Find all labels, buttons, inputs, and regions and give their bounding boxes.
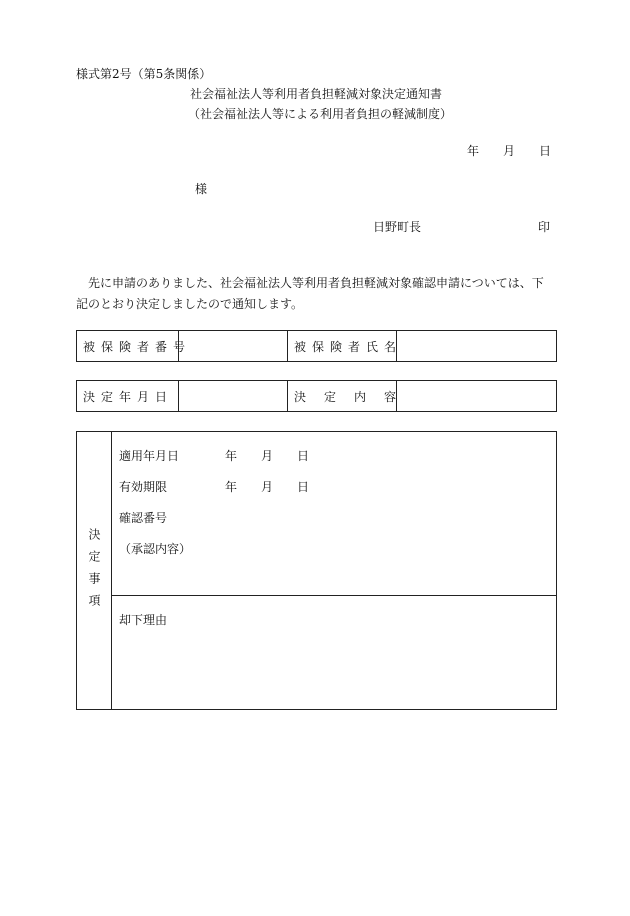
divider	[287, 331, 288, 361]
applied-date-label: 適用年月日	[119, 449, 180, 463]
decision-content-field[interactable]	[398, 381, 556, 411]
date-day-label: 日	[539, 144, 552, 158]
issuer-name: 日野町長	[373, 220, 422, 234]
validity-label: 有効期限	[119, 480, 168, 494]
validity-month: 月	[261, 480, 274, 494]
insured-info-table	[76, 330, 557, 362]
decision-date-label: 決定年月日	[83, 389, 174, 404]
confirmation-number-label: 確認番号	[119, 511, 168, 525]
insured-name-field[interactable]	[398, 331, 556, 361]
insured-number-label: 被保険者番号	[83, 339, 192, 354]
validity-day: 日	[297, 480, 310, 494]
rejection-reason-label: 却下理由	[119, 613, 168, 627]
date-month-label: 月	[503, 144, 516, 158]
document-subtitle: （社会福祉法人等による利用者負担の軽減制度）	[188, 107, 453, 121]
applied-date-month: 月	[261, 449, 274, 463]
decision-items-label: 決定事項	[87, 528, 101, 616]
divider	[178, 381, 179, 411]
approval-content-label: （承認内容）	[119, 542, 192, 556]
decision-content-label: 決定内容	[294, 389, 415, 404]
applied-date-day: 日	[297, 449, 310, 463]
document-title: 社会福祉法人等利用者負担軽減対象決定通知書	[190, 87, 443, 101]
divider	[111, 595, 556, 596]
date-year-label: 年	[467, 144, 480, 158]
insured-name-label: 被保険者氏名	[294, 339, 403, 354]
divider	[111, 432, 112, 709]
insured-number-field[interactable]	[180, 331, 286, 361]
divider	[287, 381, 288, 411]
form-number: 様式第2号（第5条関係）	[76, 67, 212, 81]
validity-year: 年	[225, 480, 238, 494]
decision-info-table	[76, 380, 557, 412]
applied-date-year: 年	[225, 449, 238, 463]
seal-mark: 印	[538, 220, 551, 234]
addressee-suffix: 様	[195, 182, 208, 196]
body-paragraph: 先に申請のありました、社会福祉法人等利用者負担軽減対象確認申請については、下記のとおり決定しましたので通知します。	[76, 276, 544, 311]
decision-box	[76, 431, 557, 710]
decision-date-field[interactable]	[180, 381, 286, 411]
